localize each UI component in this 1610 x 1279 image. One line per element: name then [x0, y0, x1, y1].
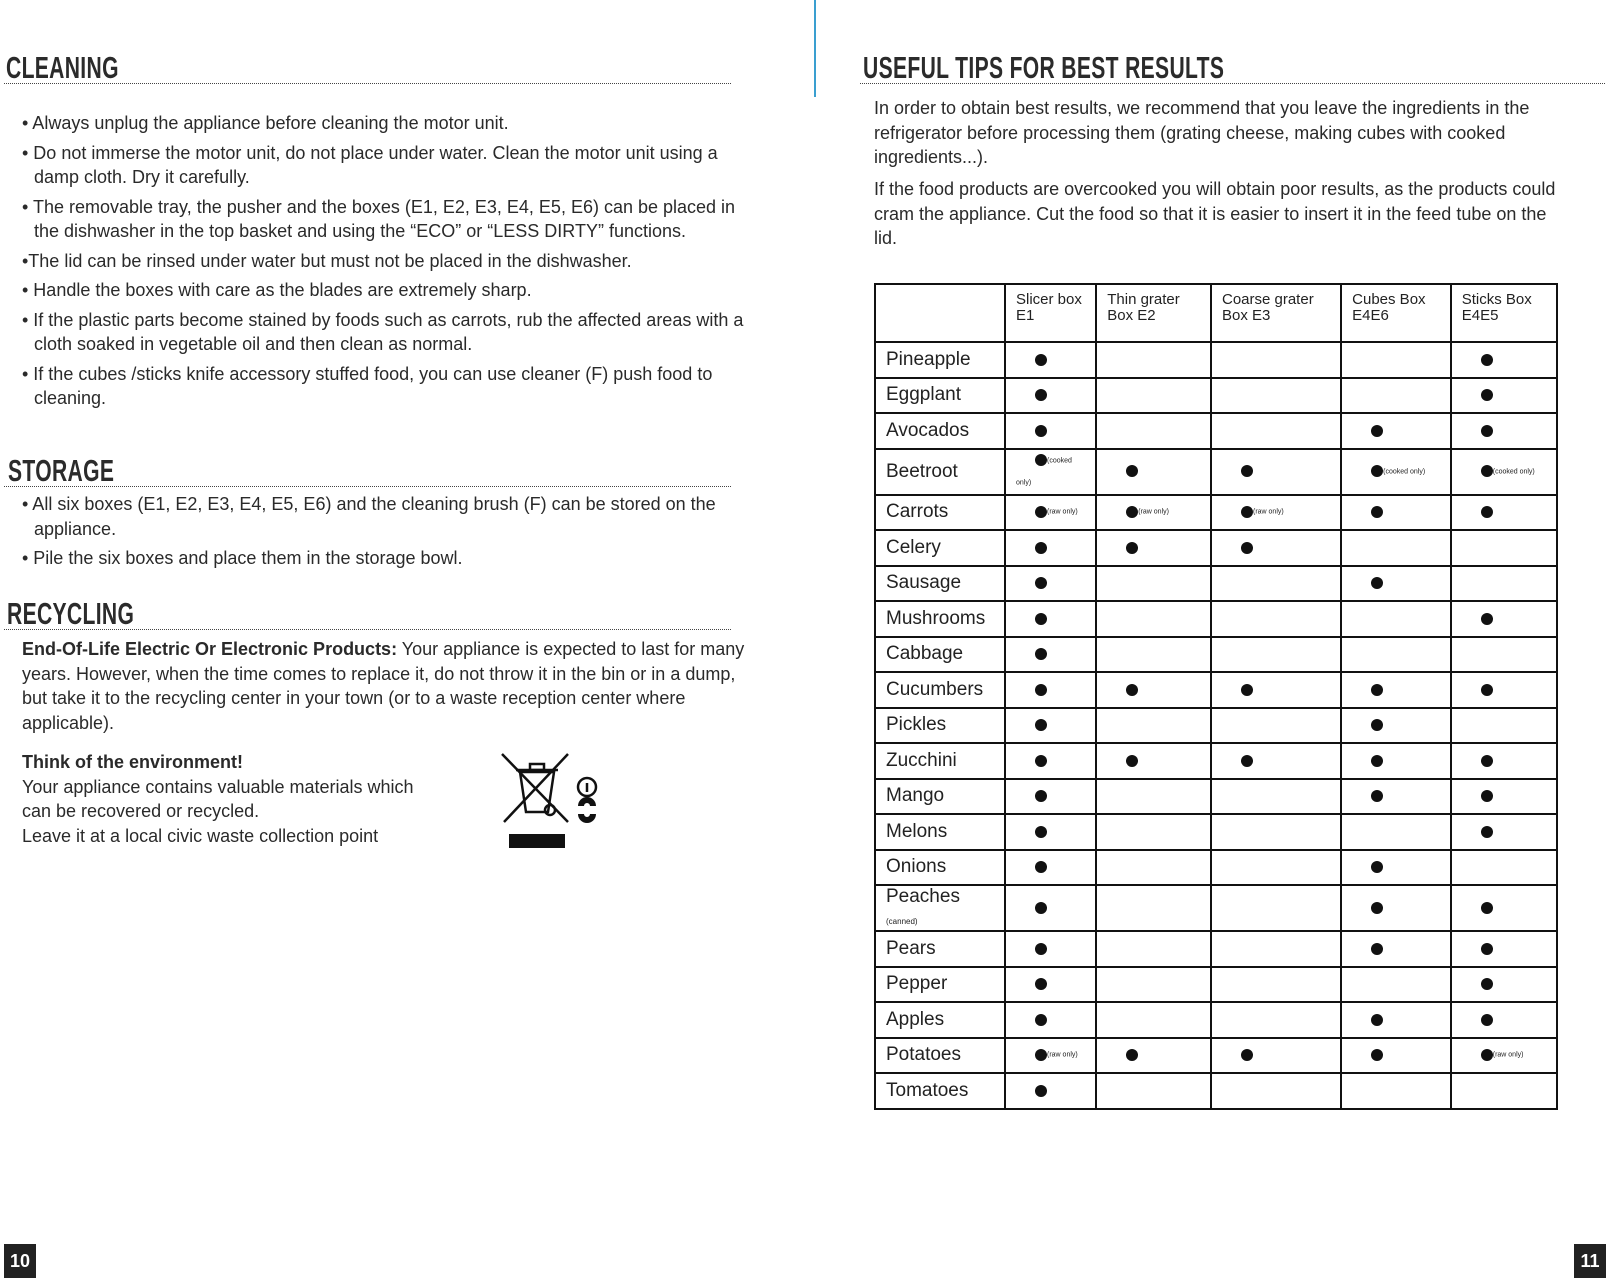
bullet-dot-icon: [1481, 790, 1493, 802]
storage-heading: STORAGE: [8, 453, 115, 488]
bullet-dot-icon: [1371, 684, 1383, 696]
table-cell: [1341, 1002, 1451, 1038]
table-cell: [1211, 850, 1341, 886]
table-cell: [1451, 449, 1557, 495]
table-row: [875, 850, 1557, 886]
table-cell: [1211, 566, 1341, 602]
table-cell: [1005, 814, 1096, 850]
bullet-dot-icon: [1241, 755, 1253, 767]
table-cell: [1211, 378, 1341, 414]
bullet-dot-icon: [1035, 506, 1047, 518]
recycling-heading: RECYCLING: [7, 596, 135, 631]
page-divider: [814, 0, 816, 97]
table-cell: [1341, 530, 1451, 566]
table-cell: [1005, 637, 1096, 673]
recycling-text: [22, 637, 747, 735]
table-cell: [1211, 1002, 1341, 1038]
food-name: [875, 931, 1005, 967]
bullet-dot-icon: [1035, 755, 1047, 767]
bullet-dot-icon: [1035, 943, 1047, 955]
bullet-dot-icon: [1035, 389, 1047, 401]
table-cell: [1341, 378, 1451, 414]
table-cell: [1096, 814, 1211, 850]
food-label: Pickles: [886, 714, 947, 736]
table-cell: [1096, 931, 1211, 967]
bullet-dot-icon: [1371, 506, 1383, 518]
table-cell: [1451, 1038, 1557, 1074]
table-cell: [1451, 814, 1557, 850]
table-cell: [1211, 413, 1341, 449]
table-cell: [1096, 779, 1211, 815]
table-cell: [1005, 530, 1096, 566]
food-name: [875, 779, 1005, 815]
table-cell: [1451, 530, 1557, 566]
food-name: [875, 672, 1005, 708]
table-cell: [1005, 967, 1096, 1003]
bullet-dot-icon: [1035, 1085, 1047, 1097]
bullet-dot-icon: [1481, 425, 1493, 437]
food-label: Zucchini: [886, 749, 957, 771]
table-cell: [1005, 495, 1096, 531]
table-row: [875, 1073, 1557, 1109]
table-cell: [1451, 378, 1557, 414]
list-item: • Handle the boxes with care as the blades are extremely sharp.: [22, 280, 532, 300]
table-cell: [1341, 779, 1451, 815]
list-item: • If the plastic parts become stained by foods such as carrots, rub the affected areas with a cloth soaked in vegetable oil and then clean as normal.: [22, 309, 744, 354]
table-cell: [1211, 885, 1341, 931]
divider: [4, 629, 731, 630]
food-label: Carrots: [886, 501, 949, 523]
table-cell: [1341, 814, 1451, 850]
bullet-dot-icon: [1371, 1014, 1383, 1026]
table-cell: [1096, 1002, 1211, 1038]
table-cell: [1211, 931, 1341, 967]
food-name: [875, 814, 1005, 850]
table-cell: [1096, 342, 1211, 378]
table-cell: [1451, 413, 1557, 449]
bullet-dot-icon: [1241, 684, 1253, 696]
food-label: Cabbage: [886, 643, 964, 665]
food-label: Onions: [886, 856, 947, 878]
bullet-dot-icon: [1035, 826, 1047, 838]
food-label: Peaches: [886, 886, 960, 907]
bullet-dot-icon: [1241, 542, 1253, 554]
food-name: [875, 342, 1005, 378]
table-row: [875, 708, 1557, 744]
bullet-dot-icon: [1371, 861, 1383, 873]
table-cell: [1005, 566, 1096, 602]
cell-note: (cooked only): [1492, 467, 1535, 475]
table-cell: [1341, 967, 1451, 1003]
bullet-dot-icon: [1481, 613, 1493, 625]
table-cell: [1341, 743, 1451, 779]
cell-note: (raw only): [1138, 508, 1169, 516]
food-name: [875, 530, 1005, 566]
table-row: [875, 637, 1557, 673]
table-cell: [1211, 495, 1341, 531]
bullet-dot-icon: [1481, 465, 1493, 477]
table-row: [875, 885, 1557, 931]
table-cell: [1451, 885, 1557, 931]
environment-line: can be recovered or recycled.: [22, 801, 260, 821]
table-cell: [1341, 672, 1451, 708]
table-cell: [1005, 449, 1096, 495]
table-cell: [1211, 530, 1341, 566]
bullet-dot-icon: [1035, 978, 1047, 990]
bullet-dot-icon: [1035, 790, 1047, 802]
table-row: [875, 530, 1557, 566]
food-label: Beetroot: [886, 460, 958, 482]
table-row: [875, 413, 1557, 449]
food-name: [875, 885, 1005, 931]
table-cell: [1451, 1073, 1557, 1109]
table-cell: [1005, 672, 1096, 708]
table-cell: [1451, 566, 1557, 602]
bullet-dot-icon: [1481, 826, 1493, 838]
table-cell: [1096, 967, 1211, 1003]
table-cell: [1451, 601, 1557, 637]
list-item: • All six boxes (E1, E2, E3, E4, E5, E6) and the cleaning brush (F) can be stored on the appliance.: [22, 494, 716, 539]
table-row: [875, 601, 1557, 637]
food-note: (canned): [886, 917, 918, 926]
food-name: [875, 708, 1005, 744]
table-cell: [1341, 850, 1451, 886]
table-cell: [1451, 743, 1557, 779]
environment-line: Leave it at a local civic waste collection point: [22, 825, 379, 846]
food-label: Pears: [886, 937, 936, 959]
table-cell: [1005, 779, 1096, 815]
table-cell: [1341, 449, 1451, 495]
table-row: [875, 495, 1557, 531]
storage-list: [22, 492, 747, 576]
table-cell: [1096, 566, 1211, 602]
bullet-dot-icon: [1371, 577, 1383, 589]
bullet-dot-icon: [1035, 542, 1047, 554]
bullet-dot-icon: [1481, 389, 1493, 401]
food-label: Celery: [886, 536, 941, 558]
bullet-dot-icon: [1371, 790, 1383, 802]
recycling-body: Your appliance is expected to last for many years. However, when the time comes to replace it, do not throw it in the bin or in a dump, but take it to the recycling center in your town (or to a waste reception center where applicable).: [22, 639, 745, 733]
food-name: [875, 637, 1005, 673]
table-cell: [1451, 672, 1557, 708]
table-row: [875, 967, 1557, 1003]
table-row: [875, 342, 1557, 378]
table-row: [875, 931, 1557, 967]
table-cell: [1211, 1038, 1341, 1074]
table-cell: [1211, 743, 1341, 779]
column-header: Cubes Box E4E6: [1341, 284, 1451, 342]
food-label: Mango: [886, 785, 945, 807]
bullet-dot-icon: [1481, 354, 1493, 366]
table-cell: [1096, 708, 1211, 744]
table-cell: [1005, 743, 1096, 779]
food-label: Mushrooms: [886, 607, 986, 629]
food-name: [875, 967, 1005, 1003]
table-cell: [1341, 1073, 1451, 1109]
table-cell: [1451, 931, 1557, 967]
bullet-dot-icon: [1035, 354, 1047, 366]
food-label: Pineapple: [886, 348, 971, 370]
bullet-dot-icon: [1371, 465, 1383, 477]
table-cell: [1211, 779, 1341, 815]
table-row: [875, 814, 1557, 850]
bullet-dot-icon: [1126, 1049, 1138, 1061]
bullet-dot-icon: [1035, 1014, 1047, 1026]
bullet-dot-icon: [1126, 542, 1138, 554]
table-cell: [1341, 342, 1451, 378]
cleaning-list: [22, 111, 747, 416]
cell-note: (raw only): [1492, 1051, 1524, 1059]
food-name: [875, 495, 1005, 531]
table-cell: [1451, 967, 1557, 1003]
table-header-row: [875, 284, 1557, 342]
food-label: Melons: [886, 820, 948, 842]
column-header: Thin grater Box E2: [1096, 284, 1211, 342]
table-cell: [1451, 495, 1557, 531]
food-label: Pepper: [886, 973, 948, 995]
food-name: [875, 743, 1005, 779]
table-cell: [1096, 449, 1211, 495]
weee-recycling-icon: [498, 750, 608, 852]
table-cell: [1451, 637, 1557, 673]
bullet-dot-icon: [1126, 684, 1138, 696]
tips-heading: USEFUL TIPS FOR BEST RESULTS: [863, 50, 1225, 85]
bullet-dot-icon: [1241, 465, 1253, 477]
bullet-dot-icon: [1481, 506, 1493, 518]
page-number: 11: [1574, 1244, 1606, 1278]
table-cell: [1211, 601, 1341, 637]
table-cell: [1096, 637, 1211, 673]
bullet-dot-icon: [1035, 1049, 1047, 1061]
column-header: Sticks Box E4E5: [1451, 284, 1557, 342]
table-cell: [1211, 342, 1341, 378]
food-name: [875, 850, 1005, 886]
table-cell: [1451, 850, 1557, 886]
list-item: • If the cubes /sticks knife accessory stuffed food, you can use cleaner (F) push food to cleaning.: [22, 363, 713, 408]
table-cell: [1096, 413, 1211, 449]
bullet-dot-icon: [1371, 943, 1383, 955]
food-label: Potatoes: [886, 1044, 961, 1066]
page-number: 10: [4, 1244, 36, 1278]
table-cell: [1005, 1073, 1096, 1109]
table-cell: [1005, 885, 1096, 931]
divider: [4, 486, 731, 487]
bullet-dot-icon: [1035, 613, 1047, 625]
food-label: Avocados: [886, 419, 970, 441]
table-row: [875, 779, 1557, 815]
food-name: [875, 566, 1005, 602]
bullet-dot-icon: [1035, 454, 1047, 466]
table-cell: [1341, 1038, 1451, 1074]
cell-note: (raw only): [1047, 1051, 1078, 1059]
table-cell: [1341, 931, 1451, 967]
food-name: [875, 413, 1005, 449]
table-cell: [1211, 672, 1341, 708]
bullet-dot-icon: [1481, 902, 1493, 914]
cell-note: (cooked only): [1383, 467, 1426, 475]
food-name: [875, 449, 1005, 495]
table-cell: [1005, 931, 1096, 967]
food-label: Eggplant: [886, 384, 962, 406]
table-cell: [1451, 779, 1557, 815]
table-cell: [1005, 342, 1096, 378]
divider: [4, 83, 731, 84]
table-cell: [1211, 637, 1341, 673]
column-header: Coarse grater Box E3: [1211, 284, 1341, 342]
table-cell: [1096, 672, 1211, 708]
table-cell: [1341, 413, 1451, 449]
column-header: [875, 284, 1005, 342]
table-cell: [1005, 378, 1096, 414]
bullet-dot-icon: [1035, 902, 1047, 914]
cell-note: (raw only): [1252, 508, 1284, 516]
table-cell: [1005, 850, 1096, 886]
bullet-dot-icon: [1481, 755, 1493, 767]
food-name: [875, 1002, 1005, 1038]
table-cell: [1096, 601, 1211, 637]
list-item: • Do not immerse the motor unit, do not place under water. Clean the motor unit using a damp cloth. Dry it carefully.: [22, 142, 718, 187]
environment-title: Think of the environment!: [22, 752, 244, 772]
bullet-dot-icon: [1481, 978, 1493, 990]
table-cell: [1211, 814, 1341, 850]
table-cell: [1096, 850, 1211, 886]
table-cell: [1096, 495, 1211, 531]
bullet-dot-icon: [1241, 506, 1253, 518]
table-cell: [1005, 708, 1096, 744]
bullet-dot-icon: [1481, 943, 1493, 955]
food-name: [875, 601, 1005, 637]
food-label: Sausage: [886, 572, 962, 594]
tips-paragraph: If the food products are overcooked you will obtain poor results, as the products could cram the appliance. Cut the food so that it is easier to insert it in the feed tube on the lid.: [874, 179, 1556, 248]
table-cell: [1211, 967, 1341, 1003]
food-name: [875, 1038, 1005, 1074]
bullet-dot-icon: [1481, 684, 1493, 696]
food-name: [875, 378, 1005, 414]
bullet-dot-icon: [1035, 861, 1047, 873]
table-cell: [1096, 1073, 1211, 1109]
list-item: •The lid can be rinsed under water but must not be placed in the dishwasher.: [22, 250, 632, 271]
cell-note: (cooked only): [1016, 456, 1072, 486]
table-cell: [1451, 342, 1557, 378]
table-cell: [1005, 1038, 1096, 1074]
table-cell: [1096, 743, 1211, 779]
table-cell: [1211, 708, 1341, 744]
environment-block: [22, 750, 482, 848]
bullet-dot-icon: [1371, 719, 1383, 731]
bullet-dot-icon: [1035, 684, 1047, 696]
bullet-dot-icon: [1481, 1049, 1493, 1061]
food-label: Apples: [886, 1008, 945, 1030]
table-row: [875, 566, 1557, 602]
bullet-dot-icon: [1126, 506, 1138, 518]
cleaning-heading: CLEANING: [6, 50, 119, 85]
bullet-dot-icon: [1371, 425, 1383, 437]
table-row: [875, 672, 1557, 708]
bullet-dot-icon: [1371, 755, 1383, 767]
list-item: • Pile the six boxes and place them in the storage bowl.: [22, 548, 463, 568]
list-item: • The removable tray, the pusher and the boxes (E1, E2, E3, E4, E5, E6) can be placed in the dishwasher in the top basket and using the “ECO” or “LESS DIRTY” functions.: [22, 196, 736, 241]
table-cell: [1451, 1002, 1557, 1038]
bullet-dot-icon: [1035, 719, 1047, 731]
table-cell: [1211, 449, 1341, 495]
table-cell: [1096, 885, 1211, 931]
table-row: [875, 1038, 1557, 1074]
table-cell: [1451, 708, 1557, 744]
bullet-dot-icon: [1126, 465, 1138, 477]
food-box-table: [874, 283, 1558, 1110]
table-cell: [1341, 601, 1451, 637]
divider: [860, 83, 1605, 84]
bullet-dot-icon: [1035, 425, 1047, 437]
column-header: Slicer box E1: [1005, 284, 1096, 342]
table-cell: [1341, 708, 1451, 744]
table-cell: [1096, 378, 1211, 414]
table-cell: [1096, 1038, 1211, 1074]
table-row: [875, 449, 1557, 495]
bullet-dot-icon: [1371, 1049, 1383, 1061]
bullet-dot-icon: [1035, 648, 1047, 660]
table-row: [875, 1002, 1557, 1038]
food-name: [875, 1073, 1005, 1109]
list-item: • Always unplug the appliance before cleaning the motor unit.: [22, 113, 509, 133]
table-cell: [1341, 495, 1451, 531]
table-cell: [1005, 601, 1096, 637]
cell-note: (raw only): [1047, 508, 1078, 516]
table-cell: [1341, 566, 1451, 602]
table-row: [875, 378, 1557, 414]
bullet-dot-icon: [1126, 755, 1138, 767]
food-label: Cucumbers: [886, 678, 984, 700]
table-cell: [1096, 530, 1211, 566]
table-row: [875, 743, 1557, 779]
bullet-dot-icon: [1241, 1049, 1253, 1061]
table-cell: [1005, 1002, 1096, 1038]
recycling-bold: End-Of-Life Electric Or Electronic Products:: [22, 639, 398, 659]
table-cell: [1341, 885, 1451, 931]
food-label: Tomatoes: [886, 1079, 969, 1101]
bullet-dot-icon: [1371, 902, 1383, 914]
table-cell: [1211, 1073, 1341, 1109]
environment-line: Your appliance contains valuable materials which: [22, 776, 414, 797]
bullet-dot-icon: [1481, 1014, 1493, 1026]
table-cell: [1341, 637, 1451, 673]
tips-paragraph: In order to obtain best results, we recommend that you leave the ingredients in the refrigerator before processing them (grating cheese, making cubes with cooked ingredients...).: [874, 98, 1530, 167]
table-cell: [1005, 413, 1096, 449]
bullet-dot-icon: [1035, 577, 1047, 589]
